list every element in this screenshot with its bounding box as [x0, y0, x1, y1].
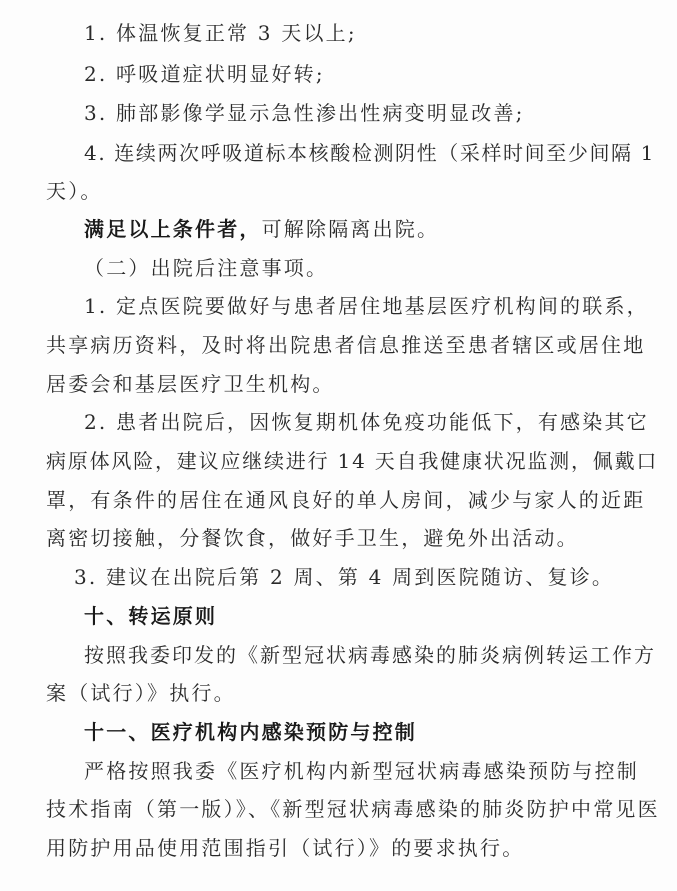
- discharge-condition-bold: 满足以上条件者，: [84, 217, 262, 241]
- post-discharge-item-1-cont-b: 居委会和基层医疗卫生机构。: [46, 372, 335, 396]
- post-discharge-item-2-cont-c: 离密切接触，分餐饮食，做好手卫生，避免外出活动。: [46, 526, 579, 550]
- infection-control-text-cont-a: 技术指南（第一版）》、《新型冠状病毒感染的肺炎防护中常见医: [46, 797, 660, 821]
- section-transfer-heading: 十、转运原则: [84, 604, 218, 628]
- post-discharge-item-2-cont-a: 病原体风险，建议应继续进行 14 天自我健康状况监测，佩戴口: [46, 449, 659, 473]
- recovery-criterion-3: 3. 肺部影像学显示急性渗出性病变明显改善;: [84, 101, 525, 125]
- recovery-criterion-2: 2. 呼吸道症状明显好转;: [84, 62, 325, 86]
- post-discharge-item-2: 2. 患者出院后，因恢复期机体免疫功能低下，有感染其它: [84, 410, 649, 434]
- infection-control-text-cont-b: 用防护用品使用范围指引（试行）》的要求执行。: [46, 836, 525, 860]
- transfer-text: 按照我委印发的《新型冠状病毒感染的肺炎病例转运工作方: [84, 643, 656, 667]
- post-discharge-item-1: 1. 定点医院要做好与患者居住地基层医疗机构间的联系，: [84, 294, 649, 318]
- post-discharge-item-2-cont-b: 罩，有条件的居住在通风良好的单人房间，减少与家人的近距: [46, 488, 646, 512]
- post-discharge-item-3: 3. 建议在出院后第 2 周、第 4 周到医院随访、复诊。: [74, 565, 615, 589]
- recovery-criterion-4-cont: 天）。: [46, 179, 103, 203]
- section-post-discharge: （二）出院后注意事项。: [84, 256, 329, 280]
- infection-control-text: 严格按照我委《医疗机构内新型冠状病毒感染预防与控制: [84, 759, 639, 783]
- discharge-condition: [84, 215, 439, 243]
- discharge-condition-rest: 可解除隔离出院。: [261, 217, 440, 241]
- section-infection-control-heading: 十一、医疗机构内感染预防与控制: [84, 720, 417, 744]
- recovery-criterion-4: 4. 连续两次呼吸道标本核酸检测阴性（采样时间至少间隔 1: [84, 141, 655, 165]
- post-discharge-item-1-cont-a: 共享病历资料，及时将出院患者信息推送至患者辖区或居住地: [46, 333, 646, 357]
- transfer-text-cont: 案（试行）》执行。: [46, 681, 236, 705]
- recovery-criterion-1: 1. 体温恢复正常 3 天以上;: [84, 21, 357, 45]
